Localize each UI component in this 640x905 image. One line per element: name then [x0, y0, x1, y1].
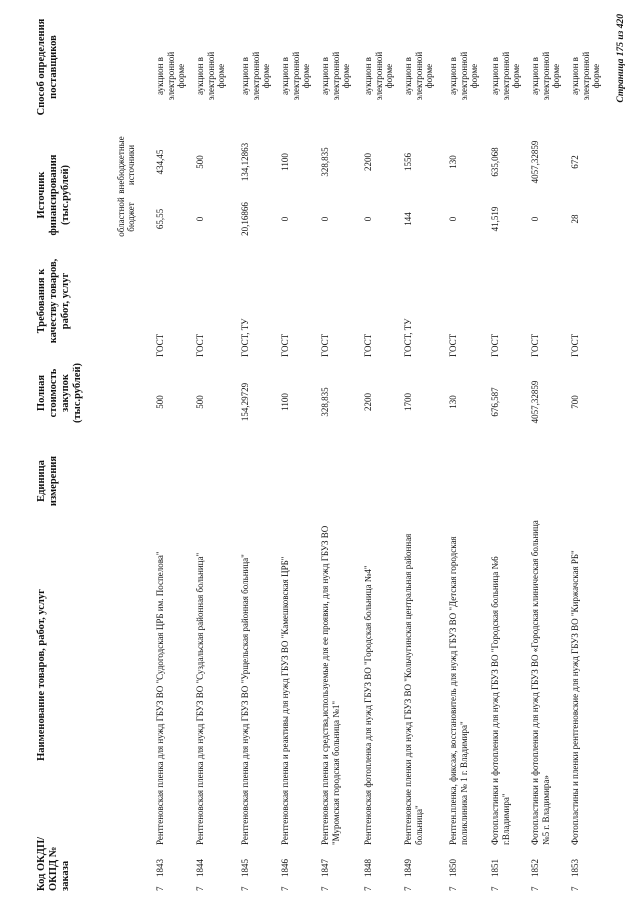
- header-cost: Полная стоимость закупок (тыс.рублей): [36, 362, 83, 424]
- row-prefix: 7: [240, 886, 250, 891]
- row-name: Рентгеновская пленка и средства,используемые для ее проявки, для нужд ГБУЗ ВО "Муромская городская больница №1": [320, 525, 341, 845]
- row-number: 1847: [320, 859, 330, 877]
- row-regional-budget: 41,519: [490, 206, 500, 232]
- row-extra-budget: 434,45: [155, 149, 165, 175]
- header-requirements: Требования к качеству товаров, работ, услуг: [36, 258, 71, 344]
- row-extra-budget: 130: [448, 155, 458, 169]
- row-prefix: 7: [155, 886, 165, 891]
- row-number: 1853: [570, 859, 580, 877]
- row-requirements: ГОСТ: [490, 333, 500, 357]
- row-requirements: ГОСТ, ТУ: [240, 318, 250, 357]
- row-number: 1843: [155, 859, 165, 877]
- row-name: Фотопластинки и фотопленки для нужд ГБУЗ ВО «Городская клиническая больница №5 г. Владимира»: [530, 520, 551, 845]
- row-requirements: ГОСТ: [320, 333, 330, 357]
- row-name: Рентгеновские пленки для нужд ГБУЗ ВО "Кольчугинская центральная районная больница": [403, 533, 424, 845]
- row-method: аукцион в электронной форме: [490, 51, 521, 101]
- row-name: Рентгеновская пленка и реактивы для нужд ГБУЗ ВО "Камешковская ЦРБ": [280, 556, 290, 845]
- row-requirements: ГОСТ: [363, 333, 373, 357]
- row-extra-budget: 1100: [280, 153, 290, 171]
- row-number: 1852: [530, 859, 540, 877]
- row-regional-budget: 0: [530, 216, 540, 222]
- row-method: аукцион в электронной форме: [403, 51, 434, 101]
- row-method: аукцион в электронной форме: [570, 51, 601, 101]
- row-cost: 676,587: [490, 387, 500, 417]
- row-cost: 154,29729: [240, 382, 250, 422]
- row-requirements: ГОСТ: [530, 333, 540, 357]
- row-name: Рентгеновская фотопленка для нужд ГБУЗ ВО "Городская больница №4": [363, 565, 373, 845]
- row-regional-budget: 0: [448, 216, 458, 222]
- row-method: аукцион в электронной форме: [320, 51, 351, 101]
- row-cost: 500: [195, 395, 205, 409]
- row-method: аукцион в электронной форме: [195, 51, 226, 101]
- row-extra-budget: 500: [195, 155, 205, 169]
- row-method: аукцион в электронной форме: [240, 51, 271, 101]
- row-extra-budget: 2200: [363, 153, 373, 171]
- row-prefix: 7: [403, 886, 413, 891]
- row-method: аукцион в электронной форме: [280, 51, 311, 101]
- row-prefix: 7: [570, 886, 580, 891]
- row-method: аукцион в электронной форме: [363, 51, 394, 101]
- row-regional-budget: 144: [403, 212, 413, 226]
- row-name: Рентгеновская пленка для нужд ГБУЗ ВО "Суздальская районная больница": [195, 552, 205, 845]
- row-name: Фотопластинки и фотопленки для нужд ГБУЗ ВО "Городская больница №6 г.Владимира": [490, 556, 511, 845]
- row-name: Рентгеновская пленка для нужд ГБУЗ ВО "Судогодская ЦРБ им. Поспелова": [155, 551, 165, 845]
- row-prefix: 7: [530, 886, 540, 891]
- header-name: Наименование товаров, работ, услуг: [36, 589, 47, 761]
- row-number: 1848: [363, 859, 373, 877]
- row-regional-budget: 20,16866: [240, 202, 250, 236]
- row-requirements: ГОСТ: [448, 333, 458, 357]
- row-prefix: 7: [363, 886, 373, 891]
- row-number: 1844: [195, 859, 205, 877]
- row-name: Рентгеновская пленка для нужд ГБУЗ ВО "Урщельская районная больница": [240, 554, 250, 845]
- page-number: Страница 175 из 420: [616, 14, 626, 103]
- header-code: Код ОКДП/ ОКПД № заказа: [36, 836, 71, 891]
- row-name: Фотопластины и пленки рентгеновские для нужд ГБУЗ ВО "Киржачская РБ": [570, 550, 580, 845]
- row-number: 1850: [448, 859, 458, 877]
- row-cost: 328,835: [320, 387, 330, 417]
- row-number: 1845: [240, 859, 250, 877]
- row-regional-budget: 28: [570, 214, 580, 224]
- row-cost: 1700: [403, 393, 413, 411]
- row-cost: 130: [448, 395, 458, 409]
- row-extra-budget: 4057,32859: [530, 140, 540, 184]
- subheader-extra-budget: внебюджетные источники: [116, 136, 136, 194]
- row-extra-budget: 1556: [403, 153, 413, 171]
- row-requirements: ГОСТ, ТУ: [403, 318, 413, 357]
- row-regional-budget: 65,55: [155, 208, 165, 230]
- row-extra-budget: 134,12863: [240, 142, 250, 182]
- row-requirements: ГОСТ: [280, 333, 290, 357]
- row-method: аукцион в электронной форме: [530, 51, 561, 101]
- row-cost: 2200: [363, 393, 373, 411]
- row-number: 1846: [280, 859, 290, 877]
- row-regional-budget: 0: [363, 216, 373, 222]
- row-name: Рентген.пленка, фиксаж, восстановитель для нужд ГБУЗ ВО "Детская городская поликлиника № 1 г. Владимира": [448, 536, 469, 845]
- row-prefix: 7: [320, 886, 330, 891]
- row-cost: 4057,32859: [530, 380, 540, 424]
- row-prefix: 7: [280, 886, 290, 891]
- row-method: аукцион в электронной форме: [448, 51, 479, 101]
- row-method: аукцион в электронной форме: [155, 51, 186, 101]
- row-extra-budget: 328,835: [320, 147, 330, 177]
- row-cost: 500: [155, 395, 165, 409]
- row-prefix: 7: [448, 886, 458, 891]
- row-requirements: ГОСТ: [155, 333, 165, 357]
- row-extra-budget: 635,068: [490, 147, 500, 177]
- row-prefix: 7: [195, 886, 205, 891]
- row-number: 1851: [490, 859, 500, 877]
- row-cost: 700: [570, 395, 580, 409]
- row-regional-budget: 0: [320, 216, 330, 222]
- row-regional-budget: 0: [280, 216, 290, 222]
- row-regional-budget: 0: [195, 216, 205, 222]
- row-requirements: ГОСТ: [195, 333, 205, 357]
- header-financing: Источник финансирования (тыс.рублей): [36, 154, 71, 236]
- header-method: Способ определения поставщиков: [36, 18, 59, 116]
- row-cost: 1100: [280, 393, 290, 411]
- header-unit: Единица измерения: [36, 455, 59, 507]
- row-number: 1849: [403, 859, 413, 877]
- row-requirements: ГОСТ: [570, 333, 580, 357]
- subheader-regional-budget: областной бюджет: [116, 197, 136, 237]
- row-prefix: 7: [490, 886, 500, 891]
- row-extra-budget: 672: [570, 155, 580, 169]
